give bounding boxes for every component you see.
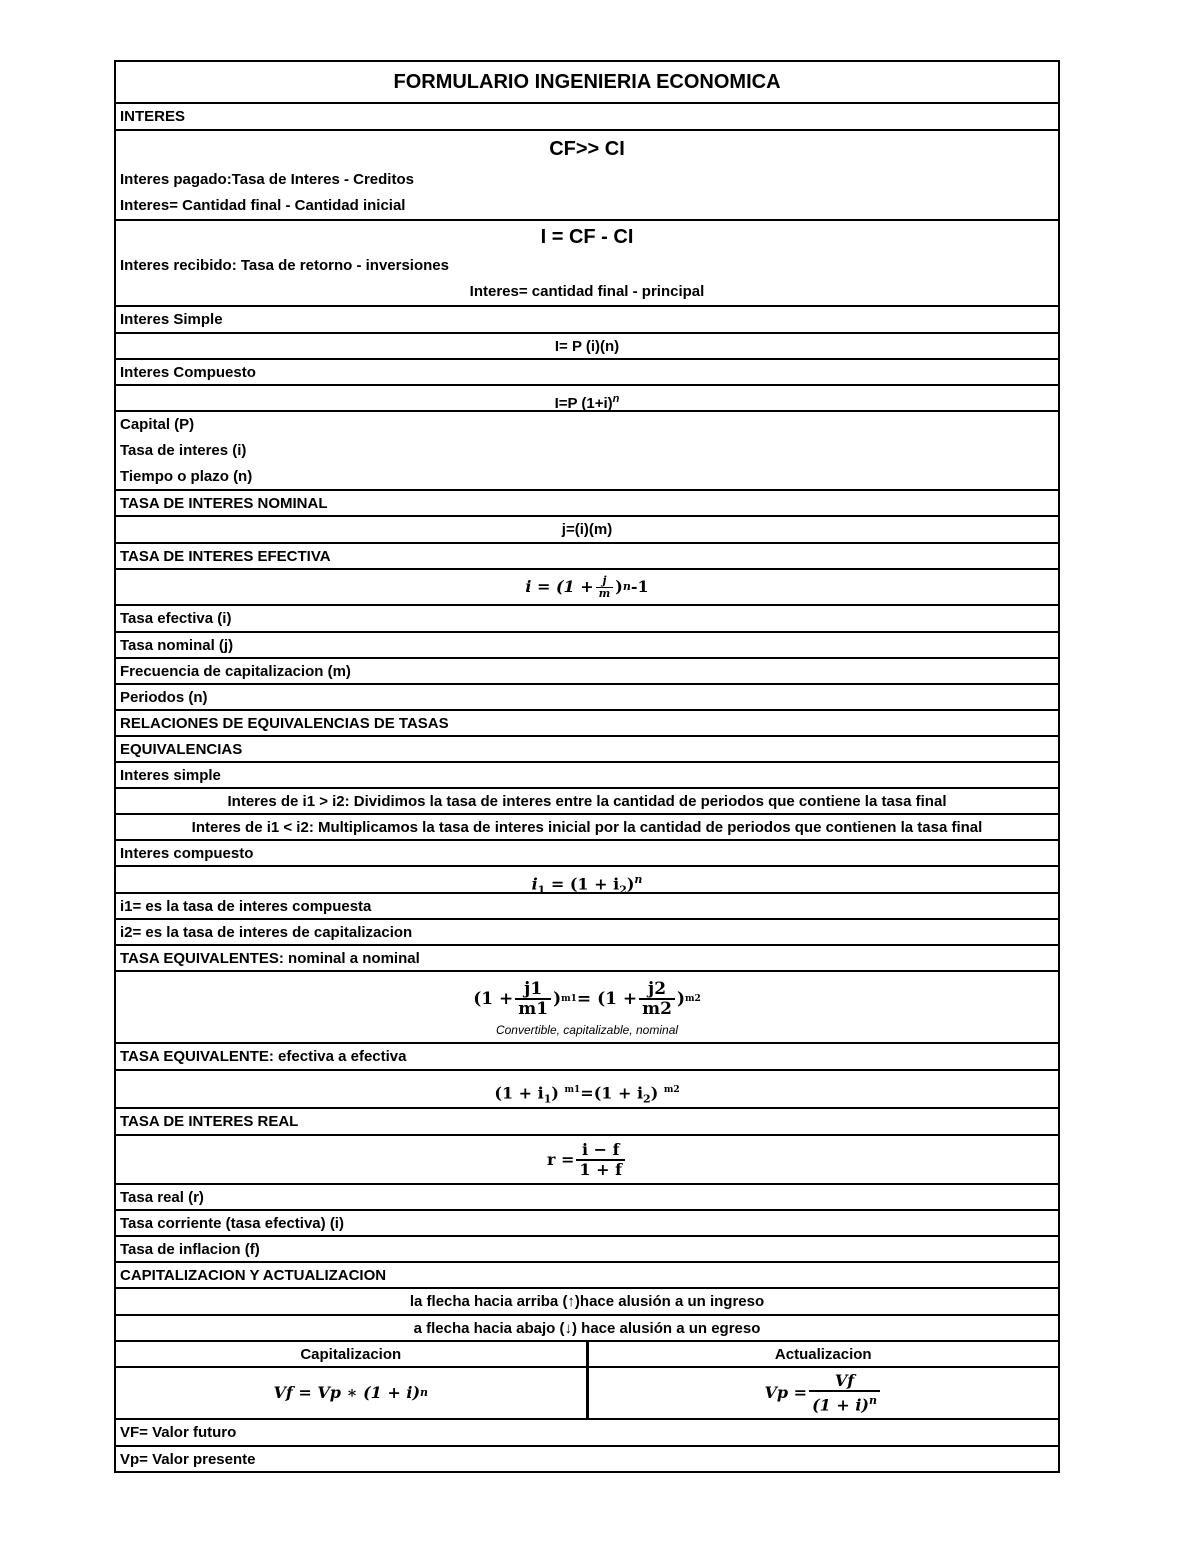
vf-definition: VF= Valor futuro [116, 1420, 1058, 1447]
efectiva-rhs: ) [615, 577, 623, 596]
cap-f2-num: Vf [809, 1372, 880, 1392]
cap-f2-lhs: Vp = [764, 1383, 808, 1402]
page-title: FORMULARIO INGENIERIA ECONOMICA [116, 62, 1058, 104]
capitalizacion-formula [116, 1368, 589, 1418]
nominal-formula: j=(i)(m) [116, 517, 1058, 544]
interes-pagado-text: Interes pagado:Tasa de Interes - Creditos [120, 171, 414, 188]
nom-nom-exp2: m2 [685, 994, 701, 1004]
compuesto-formula: I=P (1+i) [554, 395, 613, 412]
relaciones-heading: RELACIONES DE EQUIVALENCIAS DE TASAS [116, 711, 1058, 737]
nom-nom-block [116, 972, 1058, 1044]
compuesto-exponent: n [612, 393, 620, 405]
real-var-2: Tasa corriente (tasa efectiva) (i) [116, 1211, 1058, 1237]
ef-ef-s1: 1 [543, 1092, 552, 1106]
nom-nom-eq: = (1 + [576, 989, 638, 1009]
interes-formula-text: Interes= Cantidad final - Cantidad inicial [120, 197, 406, 214]
interes-block-2 [116, 221, 1058, 307]
variable-tasa: Tasa de interes (i) [120, 442, 247, 459]
cap-f2-exp: n [868, 1393, 877, 1407]
efectiva-var-2: Tasa nominal (j) [116, 633, 1058, 659]
ef-ef-formula [116, 1071, 1058, 1109]
col-actualizacion: Actualizacion [774, 1346, 872, 1363]
nom-nom-exp1: m1 [561, 994, 577, 1004]
nom-nom-fraction-1 [515, 980, 551, 1018]
eq-compuesto-sub1: 1 [537, 883, 546, 897]
cap-f2-den: (1 + i) [812, 1395, 869, 1415]
vp-definition: Vp= Valor presente [120, 1451, 256, 1468]
eq-compuesto-exp: n [634, 873, 643, 886]
eq-compuesto-formula [116, 867, 1058, 897]
interes-formula-text-2: Interes= cantidad final - principal [469, 283, 705, 300]
real-heading: TASA DE INTERES REAL [116, 1109, 1058, 1136]
real-formula [116, 1136, 1058, 1185]
real-lhs: r = [547, 1149, 575, 1169]
i-formula: I = CF - CI [540, 226, 634, 248]
cap-f2-den-wrap [809, 1392, 880, 1414]
eq-compuesto-def-2: i2= es la tasa de interes de capitalizacion [116, 920, 1058, 946]
section-interes-heading: INTERES [116, 104, 1058, 131]
real-den: 1 + f [579, 1159, 622, 1179]
interes-recibido-text: Interes recibido: Tasa de retorno - inversiones [120, 257, 449, 274]
cap-formulas [116, 1368, 1058, 1420]
eq-compuesto-sub2: 2 [619, 883, 627, 897]
nom-nom-num2: j2 [639, 980, 675, 1000]
eq-compuesto-close: ) [626, 874, 635, 894]
real-fraction [576, 1141, 625, 1179]
actualizacion-formula [589, 1368, 1059, 1418]
nom-nom-den2: m2 [642, 999, 672, 1019]
efectiva-den: m [598, 586, 611, 600]
cap-heading: CAPITALIZACION Y ACTUALIZACION [116, 1263, 1058, 1289]
eq-simple-rule-2: Interes de i1 < i2: Multiplicamos la tasa de interes inicial por la cantidad de periodos que contienen la tasa final [116, 815, 1058, 841]
simple-formula: I= P (i)(n) [116, 334, 1058, 360]
eq-compuesto-def-1: i1= es la tasa de interes compuesta [116, 894, 1058, 920]
nom-nom-formula [120, 976, 1054, 1022]
cap-f1: Vf = Vp ∗ (1 + i) [273, 1383, 421, 1402]
efectiva-num: j [596, 575, 614, 588]
cf-ci-formula: CF>> CI [549, 138, 625, 160]
nom-nom-close1: ) [553, 989, 562, 1009]
ef-ef-e1: m1 [564, 1085, 581, 1095]
efectiva-tail: -1 [630, 577, 649, 596]
ef-ef-heading: TASA EQUIVALENTE: efectiva a efectiva [116, 1044, 1058, 1071]
real-var-1: Tasa real (r) [116, 1185, 1058, 1211]
nom-nom-num1: j1 [515, 980, 551, 1000]
nom-nom-open: (1 + [473, 989, 514, 1009]
eq-simple-rule-1: Interes de i1 > i2: Dividimos la tasa de interes entre la cantidad de periodos que contiene la tasa final [116, 789, 1058, 815]
efectiva-heading: TASA DE INTERES EFECTIVA [116, 544, 1058, 570]
cap-up-text: la flecha hacia arriba (↑)hace alusión a un ingreso [116, 1289, 1058, 1316]
variable-capital: Capital (P) [120, 416, 195, 433]
compuesto-heading: Interes Compuesto [116, 360, 1058, 386]
efectiva-fraction [596, 575, 614, 600]
ef-ef-b: ) [551, 1083, 565, 1103]
variable-tiempo: Tiempo o plazo (n) [120, 468, 253, 485]
nom-nom-heading: TASA EQUIVALENTES: nominal a nominal [116, 946, 1058, 972]
formulario-sheet [114, 60, 1060, 1473]
cap-f2-fraction [809, 1372, 880, 1414]
variables-block [116, 412, 1058, 491]
ef-ef-c: =(1 + i [580, 1083, 644, 1103]
eq-compuesto-heading: Interes compuesto [116, 841, 1058, 867]
col-capitalizacion: Capitalizacion [116, 1342, 589, 1366]
nom-nom-note: Convertible, capitalizable, nominal [495, 1023, 679, 1037]
interes-block-1 [116, 131, 1058, 221]
cap-columns-header [116, 1342, 1058, 1368]
efectiva-exp: n [622, 580, 631, 593]
eq-compuesto-mid: = (1 + i [545, 874, 620, 894]
ef-ef-e2: m2 [663, 1085, 680, 1095]
cap-f1-exp: n [420, 1386, 429, 1399]
equivalencias-heading: EQUIVALENCIAS [116, 737, 1058, 763]
nominal-heading: TASA DE INTERES NOMINAL [116, 491, 1058, 517]
efectiva-var-4: Periodos (n) [116, 685, 1058, 711]
nom-nom-close2: ) [676, 989, 685, 1009]
efectiva-var-1: Tasa efectiva (i) [116, 606, 1058, 633]
eq-compuesto-i1: i [531, 874, 538, 894]
ef-ef-d: ) [650, 1083, 664, 1103]
nom-nom-fraction-2 [639, 980, 675, 1018]
cap-down-text: a flecha hacia abajo (↓) hace alusión a un egreso [116, 1316, 1058, 1342]
efectiva-lhs: i = (1 + [525, 577, 594, 596]
ef-ef-s2: 2 [643, 1092, 651, 1106]
efectiva-formula [116, 570, 1058, 606]
eq-simple-heading: Interes simple [116, 763, 1058, 789]
real-num: i − f [576, 1141, 625, 1161]
efectiva-var-3: Frecuencia de capitalizacion (m) [116, 659, 1058, 685]
real-var-3: Tasa de inflacion (f) [116, 1237, 1058, 1263]
compuesto-formula-row [116, 386, 1058, 412]
simple-heading: Interes Simple [116, 307, 1058, 334]
ef-ef-a: (1 + i [494, 1083, 544, 1103]
nom-nom-den1: m1 [518, 999, 549, 1019]
